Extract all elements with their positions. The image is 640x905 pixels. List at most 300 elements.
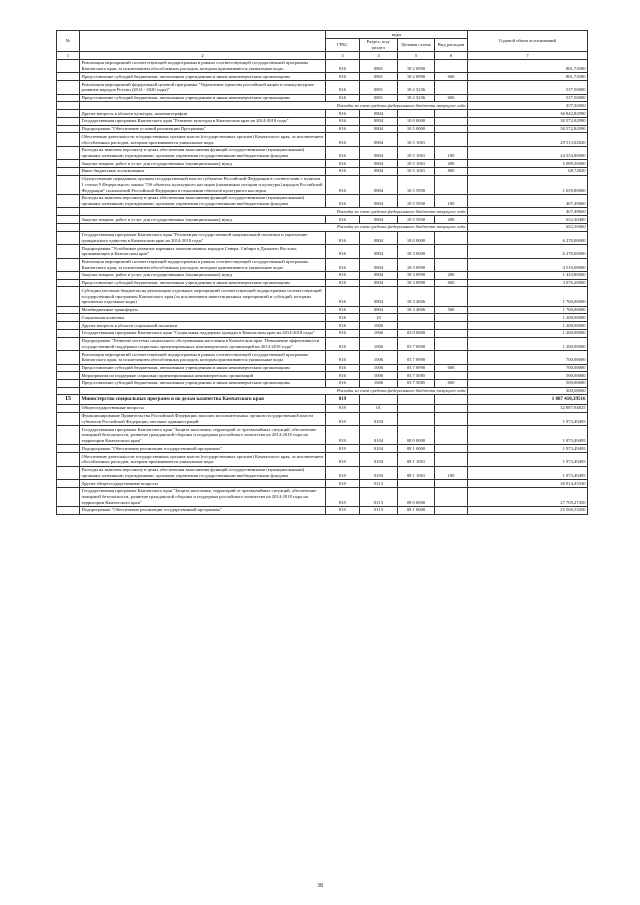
table-row bbox=[57, 379, 588, 387]
cell-target: 08 0 0000 bbox=[398, 426, 435, 445]
cell-name: Реализация мероприятий соответствующей подпрограммы в рамках соответствующей государственной программы Камчатского края, за исключением обособленных расходов, которым присваиваются уникальные коды bbox=[80, 59, 326, 72]
cell-grbs: 816 bbox=[326, 117, 360, 125]
cell-target: 18 3 0990 bbox=[398, 271, 435, 279]
cell-number bbox=[57, 404, 80, 412]
cell-name: Расходы на выплаты персоналу в целях обеспечения выполнения функций государственными (муниципальными) органами, казенными учреждениями, органами управления государственными внебюджетными фондами bbox=[80, 146, 326, 159]
cell-razdel: 0804 bbox=[360, 167, 398, 175]
cell-amount: 1 973,49495 bbox=[468, 412, 588, 425]
column-number: 2 bbox=[80, 52, 326, 60]
cell-name: Закупка товаров, работ и услуг для государственных (муниципальных) нужд bbox=[80, 160, 326, 168]
cell-razdel: 0804 bbox=[360, 194, 398, 207]
table-row bbox=[57, 167, 588, 175]
cell-amount: 652,30400 bbox=[468, 223, 588, 231]
table-row bbox=[57, 110, 588, 118]
cell-target bbox=[398, 412, 435, 425]
cell-target: 18 2 0990 bbox=[398, 59, 435, 72]
cell-grbs: 816 bbox=[326, 287, 360, 306]
cell-vid bbox=[435, 445, 468, 453]
cell-target: 03 7 0000 bbox=[398, 337, 435, 350]
cell-amount: 1 973,49495 bbox=[468, 445, 588, 453]
table-row bbox=[57, 271, 588, 279]
cell-target: 18 2 5236 bbox=[398, 94, 435, 102]
table-row bbox=[57, 216, 588, 224]
cell-vid bbox=[435, 372, 468, 380]
cell-target: 03 7 0990 bbox=[398, 351, 435, 364]
cell-amount: 1 760,00000 bbox=[468, 306, 588, 314]
cell-razdel: 0104 bbox=[360, 445, 398, 453]
cell-vid: 600 bbox=[435, 364, 468, 372]
cell-amount: 30 572,82990 bbox=[468, 117, 588, 125]
cell-vid bbox=[435, 487, 468, 506]
cell-name: Подпрограмма "Обеспечение реализации государственной программы" bbox=[80, 506, 326, 514]
cell-grbs: 816 bbox=[326, 175, 360, 194]
cell-target: 10 5 1001 bbox=[398, 160, 435, 168]
cell-razdel: 1006 bbox=[360, 337, 398, 350]
cell-grbs: 819 bbox=[326, 412, 360, 425]
cell-grbs: 816 bbox=[326, 194, 360, 207]
cell-vid: 200 bbox=[435, 271, 468, 279]
cell-number bbox=[57, 322, 80, 330]
cell-target: 18 2 0990 bbox=[398, 73, 435, 81]
cell-amount: 700,00000 bbox=[468, 351, 588, 364]
cell-vid bbox=[435, 117, 468, 125]
cell-amount: 1 200,00000 bbox=[468, 329, 588, 337]
cell-name: Мероприятия по поддержке социально ориентированных некоммерческих организаций bbox=[80, 372, 326, 380]
cell-vid: 600 bbox=[435, 379, 468, 387]
cell-name: Расходы на выплаты персоналу в целях обеспечения выполнения функций государственными (муниципальными) органами, казенными учреждениями, органами управления государственными внебюджетными фондами bbox=[80, 466, 326, 479]
table-row bbox=[57, 73, 588, 81]
budget-table bbox=[56, 30, 588, 515]
cell-name: Предоставление субсидий бюджетным, автономным учреждениям и иным некоммерческим организациям bbox=[80, 279, 326, 287]
table-row bbox=[57, 146, 588, 159]
cell-amount: 537,50000 bbox=[468, 81, 588, 94]
cell-amount: 652,30400 bbox=[468, 216, 588, 224]
cell-grbs: 816 bbox=[326, 364, 360, 372]
table-row bbox=[57, 372, 588, 380]
cell-vid: 600 bbox=[435, 94, 468, 102]
column-number: 4 bbox=[360, 52, 398, 60]
cell-vid bbox=[435, 125, 468, 133]
cell-number bbox=[57, 337, 80, 350]
cell-grbs: 816 bbox=[326, 322, 360, 330]
cell-target: 18 3 4006 bbox=[398, 306, 435, 314]
cell-razdel: 1006 bbox=[360, 379, 398, 387]
cell-number bbox=[57, 412, 80, 425]
table-row bbox=[57, 480, 588, 488]
cell-number: 15 bbox=[57, 395, 80, 405]
cell-grbs: 816 bbox=[326, 125, 360, 133]
cell-name: Государственная программа Камчатского края "Защита населения, территорий от чрезвычайных ситуаций, обеспечение пожарной безопасности, развитие гражданской обороны и поддержка российского казачества на 2014-2018 годы на территории Камчатского края" bbox=[80, 487, 326, 506]
cell-vid bbox=[435, 110, 468, 118]
cell-vid bbox=[435, 322, 468, 330]
cell-target bbox=[398, 322, 435, 330]
cell-target: 10 5 1001 bbox=[398, 146, 435, 159]
cell-amount: 25 506,53450 bbox=[468, 506, 588, 514]
cell-name: Подпрограмма "Обеспечение условий реализации Программы" bbox=[80, 125, 326, 133]
cell-razdel: 0804 bbox=[360, 279, 398, 287]
cell-number bbox=[57, 506, 80, 514]
cell-number bbox=[57, 223, 80, 231]
cell-razdel: 0801 bbox=[360, 94, 398, 102]
header-razdel: Раздел, под-раздел bbox=[360, 38, 398, 51]
funding-source-row bbox=[57, 208, 588, 216]
cell-vid bbox=[435, 404, 468, 412]
cell-amount: 1 200,00000 bbox=[468, 322, 588, 330]
table-row bbox=[57, 258, 588, 271]
table-row bbox=[57, 364, 588, 372]
cell-number bbox=[57, 445, 80, 453]
cell-vid: 200 bbox=[435, 160, 468, 168]
cell-razdel: 0804 bbox=[360, 175, 398, 194]
cell-razdel: 1006 bbox=[360, 364, 398, 372]
page-number: 38 bbox=[317, 883, 323, 889]
cell-amount: 36 842,82990 bbox=[468, 110, 588, 118]
cell-name: Реализация мероприятий соответствующей подпрограммы в рамках соответствующей государственной программы Камчатского края, за исключением обособленных расходов, которым присваиваются уникальные коды bbox=[80, 351, 326, 364]
table-row bbox=[57, 487, 588, 506]
cell-amount: 1 973,49495 bbox=[468, 426, 588, 445]
cell-grbs: 816 bbox=[326, 133, 360, 146]
cell-razdel: 0804 bbox=[360, 216, 398, 224]
cell-target: 08 1 1001 bbox=[398, 466, 435, 479]
cell-amount: 500,00000 bbox=[468, 387, 588, 395]
cell-name: Подпрограмма "Развитие системы социального обслуживания населения в Камчатском крае. Повышение эффективности государственной поддержки социально ориентированных некоммерческих организаций на 2014-2018 годы" bbox=[80, 337, 326, 350]
cell-funding-source: Расходы за счет средств федерального бюджета текущего года bbox=[80, 208, 468, 216]
cell-vid bbox=[435, 245, 468, 258]
cell-vid bbox=[435, 480, 468, 488]
table-row bbox=[57, 329, 588, 337]
cell-target bbox=[398, 110, 435, 118]
cell-grbs: 819 bbox=[326, 466, 360, 479]
cell-vid bbox=[435, 426, 468, 445]
cell-number bbox=[57, 110, 80, 118]
table-row bbox=[57, 306, 588, 314]
cell-razdel: 1006 bbox=[360, 351, 398, 364]
cell-amount: 1 760,00000 bbox=[468, 287, 588, 306]
column-number: 7 bbox=[468, 52, 588, 60]
table-row bbox=[57, 314, 588, 322]
cell-number bbox=[57, 59, 80, 72]
cell-razdel: 0804 bbox=[360, 245, 398, 258]
table-row bbox=[57, 287, 588, 306]
cell-name: Подпрограмма "Обеспечение реализации государственной программы" bbox=[80, 445, 326, 453]
cell-name: Функционирование Правительства Российской Федерации, высших исполнительных органов государственной власти субъектов Российской Федерации, местных администраций bbox=[80, 412, 326, 425]
cell-amount: 5 089,50000 bbox=[468, 160, 588, 168]
cell-grbs: 816 bbox=[326, 279, 360, 287]
cell-number bbox=[57, 480, 80, 488]
cell-target: 10 5 0000 bbox=[398, 125, 435, 133]
cell-name: Иные бюджетные ассигнования bbox=[80, 167, 326, 175]
cell-grbs: 819 bbox=[326, 445, 360, 453]
cell-target: 10 5 5950 bbox=[398, 216, 435, 224]
cell-amount: 537,50000 bbox=[468, 94, 588, 102]
table-row bbox=[57, 445, 588, 453]
table-row bbox=[57, 194, 588, 207]
cell-grbs: 816 bbox=[326, 231, 360, 244]
cell-target: 10 5 5950 bbox=[398, 194, 435, 207]
cell-grbs: 819 bbox=[326, 404, 360, 412]
cell-funding-source: Расходы за счет средств федерального бюджета текущего года bbox=[80, 387, 468, 395]
header-name bbox=[80, 31, 326, 52]
cell-name: Межбюджетные трансферты bbox=[80, 306, 326, 314]
cell-number bbox=[57, 102, 80, 110]
cell-number bbox=[57, 125, 80, 133]
cell-name: Общегосударственные вопросы bbox=[80, 404, 326, 412]
cell-name: Обеспечение деятельности государственных органов власти (государственных органов) Камчатского края, за исключением обособленных расходов, которым присваиваются уникальные коды bbox=[80, 453, 326, 466]
cell-name: Обеспечение деятельности государственных органов власти (государственных органов) Камчатского края, за исключением обособленных расходов, которым присваиваются уникальные коды bbox=[80, 133, 326, 146]
cell-name: Предоставление субсидий бюджетным, автономным учреждениям и иным некоммерческим организациям bbox=[80, 364, 326, 372]
cell-number bbox=[57, 387, 80, 395]
header-target: Целевая статья bbox=[398, 38, 435, 51]
cell-amount: 1 059,80000 bbox=[468, 175, 588, 194]
cell-vid bbox=[435, 329, 468, 337]
cell-razdel: 0804 bbox=[360, 117, 398, 125]
cell-target: 03 7 0990 bbox=[398, 364, 435, 372]
cell-number bbox=[57, 306, 80, 314]
cell-grbs: 816 bbox=[326, 271, 360, 279]
cell-grbs: 819 bbox=[326, 506, 360, 514]
table-row bbox=[57, 322, 588, 330]
cell-razdel: 0804 bbox=[360, 287, 398, 306]
cell-amount: 537,50000 bbox=[468, 102, 588, 110]
cell-grbs: 819 bbox=[326, 453, 360, 466]
cell-name: Государственная программа Камчатского края "Развитие культуры в Камчатском крае на 2014-2018 годы" bbox=[80, 117, 326, 125]
table-row bbox=[57, 125, 588, 133]
cell-razdel: 0801 bbox=[360, 73, 398, 81]
cell-vid bbox=[435, 395, 468, 405]
cell-number bbox=[57, 194, 80, 207]
cell-amount: 6 270,00000 bbox=[468, 245, 588, 258]
cell-amount: 3 076,20000 bbox=[468, 279, 588, 287]
cell-target: 08 1 1001 bbox=[398, 453, 435, 466]
cell-amount: 1 433,80000 bbox=[468, 271, 588, 279]
cell-target: 18 2 5236 bbox=[398, 81, 435, 94]
cell-grbs: 816 bbox=[326, 59, 360, 72]
cell-vid bbox=[435, 258, 468, 271]
table-row bbox=[57, 412, 588, 425]
cell-target: 18 3 0990 bbox=[398, 279, 435, 287]
cell-razdel: 0104 bbox=[360, 412, 398, 425]
cell-target: 08 1 0000 bbox=[398, 445, 435, 453]
cell-grbs: 816 bbox=[326, 110, 360, 118]
cell-razdel: 0804 bbox=[360, 271, 398, 279]
cell-amount: 407,49600 bbox=[468, 208, 588, 216]
cell-vid bbox=[435, 81, 468, 94]
cell-grbs: 816 bbox=[326, 167, 360, 175]
cell-amount: 6 270,00000 bbox=[468, 231, 588, 244]
cell-amount: 30 572,82990 bbox=[468, 125, 588, 133]
cell-vid: 600 bbox=[435, 279, 468, 287]
funding-source-row bbox=[57, 223, 588, 231]
table-row bbox=[57, 59, 588, 72]
cell-name: Предоставление субсидий бюджетным, автономным учреждениям и иным некоммерческим организациям bbox=[80, 73, 326, 81]
cell-vid bbox=[435, 59, 468, 72]
cell-amount: 407,49600 bbox=[468, 194, 588, 207]
funding-source-row bbox=[57, 387, 588, 395]
cell-target: 03 0 0000 bbox=[398, 329, 435, 337]
cell-number bbox=[57, 231, 80, 244]
table-row bbox=[57, 337, 588, 350]
cell-vid bbox=[435, 506, 468, 514]
ministry-row bbox=[57, 395, 588, 405]
cell-target bbox=[398, 404, 435, 412]
cell-target bbox=[398, 395, 435, 405]
cell-number bbox=[57, 372, 80, 380]
cell-funding-source: Расходы за счет средств федерального бюджета текущего года bbox=[80, 223, 468, 231]
cell-number bbox=[57, 379, 80, 387]
header-grbs: ГРБС bbox=[326, 38, 360, 51]
table-row bbox=[57, 351, 588, 364]
cell-name: Закупка товаров, работ и услуг для государственных (муниципальных) нужд bbox=[80, 271, 326, 279]
cell-name: Государственная программа Камчатского края "Реализация государственной национальной политики и укрепление гражданского единства в Камчатском крае на 2014-2018 годы" bbox=[80, 231, 326, 244]
cell-number bbox=[57, 216, 80, 224]
cell-name: Расходы на выплаты персоналу в целях обеспечения выполнения функций государственными (муниципальными) органами, казенными учреждениями, органами управления государственными внебюджетными фондами bbox=[80, 194, 326, 207]
cell-amount: 1 973,49495 bbox=[468, 466, 588, 479]
cell-name: Социальная политика bbox=[80, 314, 326, 322]
table-row bbox=[57, 466, 588, 479]
table-row bbox=[57, 133, 588, 146]
cell-vid: 200 bbox=[435, 216, 468, 224]
cell-target: 10 5 1001 bbox=[398, 167, 435, 175]
cell-razdel: 0804 bbox=[360, 160, 398, 168]
table-row bbox=[57, 453, 588, 466]
cell-number bbox=[57, 271, 80, 279]
cell-grbs: 816 bbox=[326, 81, 360, 94]
table-header bbox=[57, 31, 588, 60]
cell-amount: 29 513,02820 bbox=[468, 133, 588, 146]
cell-name: Государственная программа Камчатского края "Защита населения, территорий от чрезвычайных ситуаций, обеспечение пожарной безопасности, развитие гражданской обороны и поддержка российского казачества на 2014-2018 годы на территории Камчатского края" bbox=[80, 426, 326, 445]
cell-name: Другие вопросы в области культуры, кинематографии bbox=[80, 110, 326, 118]
cell-vid: 100 bbox=[435, 146, 468, 159]
cell-number bbox=[57, 314, 80, 322]
cell-razdel: 0804 bbox=[360, 133, 398, 146]
cell-razdel: 0804 bbox=[360, 110, 398, 118]
column-numbering-row bbox=[57, 52, 588, 60]
cell-grbs: 819 bbox=[326, 480, 360, 488]
cell-target: 18 3 0000 bbox=[398, 245, 435, 258]
cell-grbs: 816 bbox=[326, 314, 360, 322]
cell-amount: 27 709,27450 bbox=[468, 487, 588, 506]
cell-name: Реализация мероприятий соответствующей подпрограммы в рамках соответствующей государственной программы Камчатского края, за исключением обособленных расходов, которым присваиваются уникальные коды bbox=[80, 258, 326, 271]
cell-grbs: 816 bbox=[326, 245, 360, 258]
table-row bbox=[57, 506, 588, 514]
header-vid: Вид расходов bbox=[435, 38, 468, 51]
cell-grbs: 816 bbox=[326, 160, 360, 168]
cell-number bbox=[57, 351, 80, 364]
cell-amount: 68,72820 bbox=[468, 167, 588, 175]
cell-amount: 1 087 410,39516 bbox=[468, 395, 588, 405]
cell-razdel: 0804 bbox=[360, 146, 398, 159]
cell-grbs: 816 bbox=[326, 146, 360, 159]
cell-razdel: 0804 bbox=[360, 258, 398, 271]
cell-grbs: 816 bbox=[326, 379, 360, 387]
table-row bbox=[57, 279, 588, 287]
cell-vid bbox=[435, 314, 468, 322]
cell-number bbox=[57, 167, 80, 175]
cell-number bbox=[57, 245, 80, 258]
cell-razdel: 1006 bbox=[360, 329, 398, 337]
cell-razdel: 0104 bbox=[360, 453, 398, 466]
cell-grbs: 816 bbox=[326, 216, 360, 224]
cell-vid: 100 bbox=[435, 194, 468, 207]
table-row bbox=[57, 245, 588, 258]
cell-vid bbox=[435, 351, 468, 364]
cell-grbs: 819 bbox=[326, 487, 360, 506]
cell-name: Другие общегосударственные вопросы bbox=[80, 480, 326, 488]
table-row bbox=[57, 160, 588, 168]
cell-name: Осуществление переданных органам государственной власти субъектов Российской Федерации в соответствии с пунктом 1 статьи 9 Федерального закона "Об объектах культурного наследия (памятниках истории и культуры) народов Российской Федерации" полномочий Российской Федерации в отношении объектов культурного наследия bbox=[80, 175, 326, 194]
cell-number bbox=[57, 175, 80, 194]
cell-razdel: 0801 bbox=[360, 81, 398, 94]
cell-number bbox=[57, 146, 80, 159]
table-row bbox=[57, 94, 588, 102]
cell-target: 03 7 5085 bbox=[398, 372, 435, 380]
header-total: Годовой объем ассигнований bbox=[468, 31, 588, 52]
cell-funding-source: Расходы за счет средств федерального бюджета текущего года bbox=[80, 102, 468, 110]
cell-razdel: 0113 bbox=[360, 480, 398, 488]
table-row bbox=[57, 426, 588, 445]
cell-grbs: 816 bbox=[326, 351, 360, 364]
cell-number bbox=[57, 160, 80, 168]
cell-razdel: 0804 bbox=[360, 306, 398, 314]
cell-target: 10 0 0000 bbox=[398, 117, 435, 125]
cell-number bbox=[57, 117, 80, 125]
cell-name: Субсидии местным бюджетам на реализацию отдельных мероприятий соответствующей подпрограммы соответствующей государственной программы Камчатского края (за исключением инвестиционных мероприятий и субсидий, которым присвоены отдельные коды) bbox=[80, 287, 326, 306]
cell-number bbox=[57, 364, 80, 372]
cell-razdel: 0104 bbox=[360, 426, 398, 445]
cell-number bbox=[57, 487, 80, 506]
funding-source-row bbox=[57, 102, 588, 110]
cell-number bbox=[57, 258, 80, 271]
cell-amount: 30 914,45330 bbox=[468, 480, 588, 488]
cell-name: Государственная программа Камчатского края "Социальная поддержка граждан в Камчатском крае на 2014-2018 годы" bbox=[80, 329, 326, 337]
cell-number bbox=[57, 279, 80, 287]
cell-vid bbox=[435, 412, 468, 425]
cell-target: 18 0 0000 bbox=[398, 231, 435, 244]
cell-number bbox=[57, 73, 80, 81]
cell-vid bbox=[435, 175, 468, 194]
cell-amount: 500,00000 bbox=[468, 372, 588, 380]
column-number: 1 bbox=[57, 52, 80, 60]
cell-razdel: 1006 bbox=[360, 372, 398, 380]
column-number: 3 bbox=[326, 52, 360, 60]
cell-name: Подпрограмма "Устойчивое развитие коренных малочисленных народов Севера, Сибири и Дальнего Востока, проживающих в Камчатском крае" bbox=[80, 245, 326, 258]
table-row bbox=[57, 117, 588, 125]
column-number: 6 bbox=[435, 52, 468, 60]
cell-amount: 1 200,00000 bbox=[468, 314, 588, 322]
cell-number bbox=[57, 133, 80, 146]
cell-grbs: 819 bbox=[326, 426, 360, 445]
cell-grbs: 816 bbox=[326, 306, 360, 314]
cell-vid bbox=[435, 287, 468, 306]
table-row bbox=[57, 231, 588, 244]
cell-number bbox=[57, 208, 80, 216]
table-body bbox=[57, 59, 588, 514]
cell-vid bbox=[435, 231, 468, 244]
header-number: № bbox=[57, 31, 80, 52]
cell-number bbox=[57, 94, 80, 102]
cell-name: Предоставление субсидий бюджетным, автономным учреждениям и иным некоммерческим организациям bbox=[80, 94, 326, 102]
cell-amount: 700,00000 bbox=[468, 364, 588, 372]
cell-name: Реализация мероприятий федеральной целевой программы "Укрепление единства российской нации и этнокультурное развитие народов России (2014 - 2020 годы)" bbox=[80, 81, 326, 94]
cell-razdel: 0801 bbox=[360, 59, 398, 72]
cell-name: Министерство специальных программ и по делам казачества Камчатского края bbox=[80, 395, 326, 405]
cell-razdel: 01 bbox=[360, 404, 398, 412]
cell-grbs: 816 bbox=[326, 337, 360, 350]
cell-name: Другие вопросы в области социальной политики bbox=[80, 322, 326, 330]
cell-number bbox=[57, 426, 80, 445]
cell-target: 18 3 4006 bbox=[398, 287, 435, 306]
cell-target bbox=[398, 480, 435, 488]
